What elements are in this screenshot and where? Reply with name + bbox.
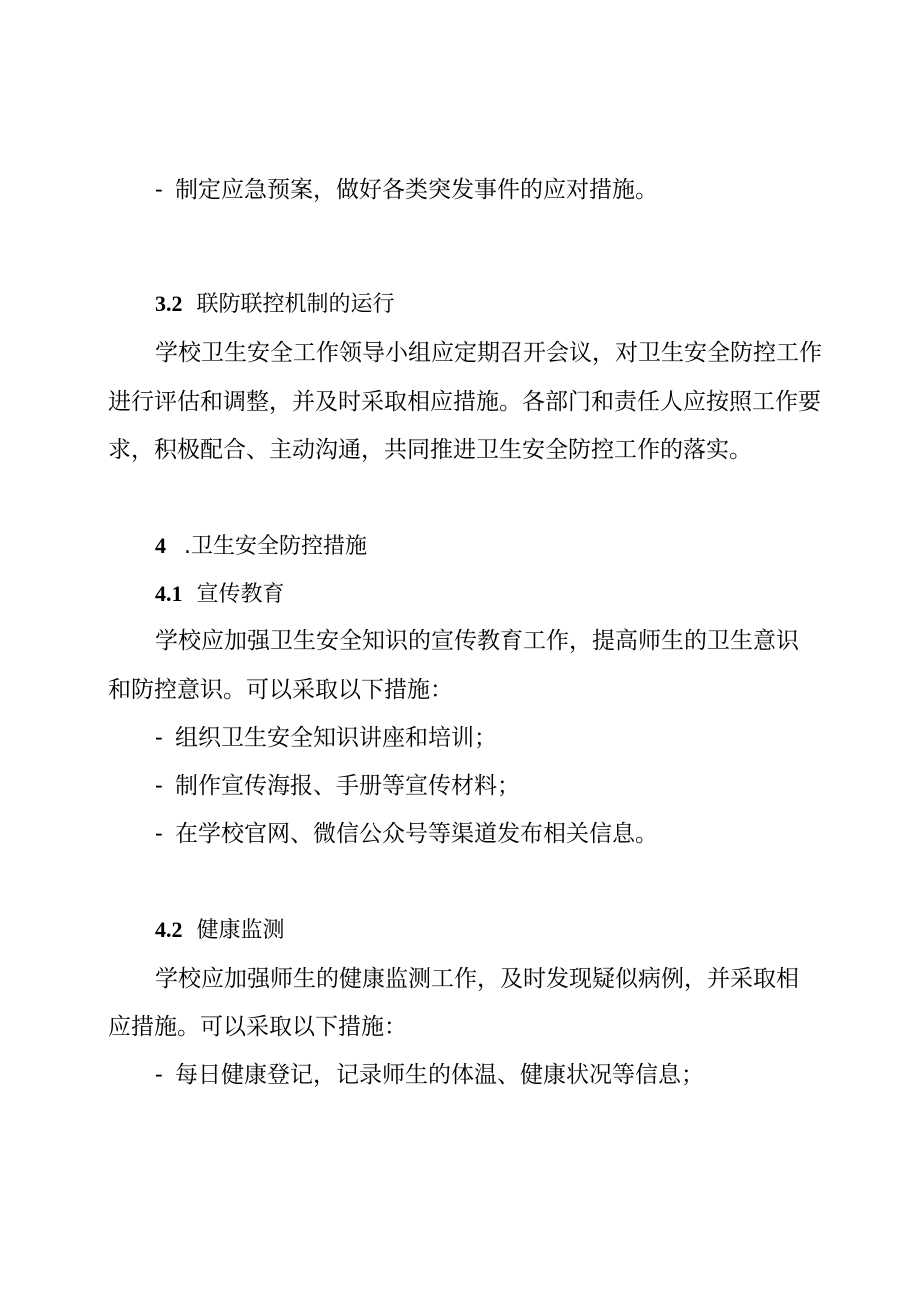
bullet-text: 组织卫生安全知识讲座和培训； [175, 725, 497, 751]
bullet-dash: - [155, 821, 163, 847]
bullet-text: 制作宣传海报、手册等宣传材料； [175, 773, 520, 799]
paragraph-line: 学校卫生安全工作领导小组应定期召开会议，对卫生安全防控工作 [155, 340, 822, 366]
section-heading-4-1 [155, 580, 285, 609]
list-item [155, 724, 497, 752]
list-item [155, 820, 658, 848]
list-item [155, 176, 658, 204]
paragraph-line: 学校应加强师生的健康监测工作，及时发现疑似病例，并采取相 [155, 966, 799, 992]
section-title: 宣传教育 [196, 582, 285, 607]
section-title: .卫生安全防控措施 [184, 534, 367, 559]
section-heading-4 [155, 532, 367, 561]
section-heading-4-2 [155, 916, 285, 945]
list-item [155, 1061, 704, 1089]
section-number: 4.1 [155, 581, 183, 606]
section-number: 4 [155, 533, 166, 558]
bullet-dash: - [155, 1062, 163, 1088]
list-item [155, 772, 520, 800]
paragraph-line: 求，积极配合、主动沟通，共同推进卫生安全防控工作的落实。 [108, 437, 752, 463]
bullet-text: 制定应急预案，做好各类突发事件的应对措施。 [175, 177, 658, 203]
section-number: 3.2 [155, 291, 183, 316]
paragraph-line: 应措施。可以采取以下措施： [108, 1014, 407, 1040]
bullet-text: 在学校官网、微信公众号等渠道发布相关信息。 [175, 821, 658, 847]
paragraph-line: 进行评估和调整，并及时采取相应措施。各部门和责任人应按照工作要 [108, 389, 821, 415]
section-number: 4.2 [155, 917, 183, 942]
paragraph-line: 和防控意识。可以采取以下措施： [108, 677, 453, 703]
section-heading-3-2 [155, 290, 395, 319]
bullet-dash: - [155, 773, 163, 799]
section-title: 联防联控机制的运行 [196, 292, 395, 317]
bullet-text: 每日健康登记，记录师生的体温、健康状况等信息； [175, 1062, 704, 1088]
section-title: 健康监测 [196, 918, 285, 943]
bullet-dash: - [155, 725, 163, 751]
paragraph-line: 学校应加强卫生安全知识的宣传教育工作，提高师生的卫生意识 [155, 628, 799, 654]
bullet-dash: - [155, 177, 163, 203]
